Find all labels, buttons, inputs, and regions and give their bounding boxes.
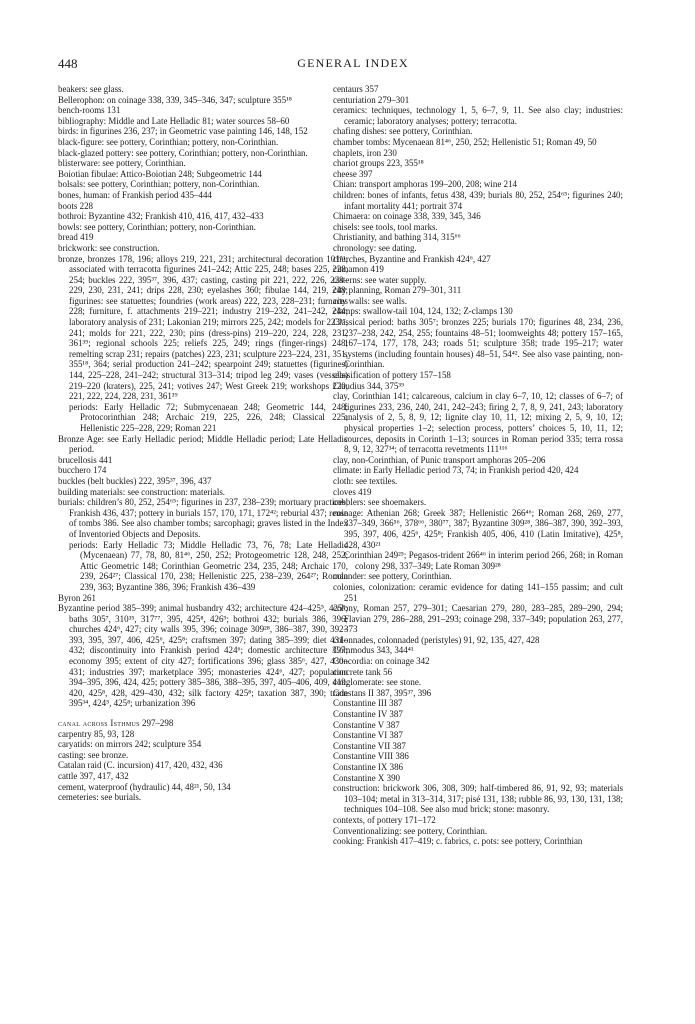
index-entry (58, 105, 348, 116)
index-entry (333, 232, 623, 243)
entry-text: Byzantine period 385–399; animal husbandry 432; architecture 424–425⁵, 425⁸; baths 305⁷, 310³⁵, 317⁷⁷, 395, 425⁸, 426⁹; bothroi 432; burials 386, 396; churches 424⁶, 427; city walls 395, 396; coinage 309²⁸, 386–387, 390, 392–393, 395, 397, 406, 425⁶, 425⁸; craftsmen 397; dating 385–399; diet 431–432; discontinuity into Frankish period 424⁶; domestic architecture 397; economy 395; extent of city 427; fortifications 396; glass 385⁶, 427, 430–431; industries 397; marketplace 395; monasteries 424⁶, 427; population 394–395, 396, 424, 425; pottery 385–386, 388–395, 397, 405–406, 409, 419, 420, 425⁸, 428, 429–430, 432; silk factory 425⁸; taxation 387, 390; trade 395³⁴, 424⁵, 425⁸; urbanization 396 (58, 603, 348, 709)
entry-text: bibliography: Middle and Late Helladic 81; water sources 58–60 (58, 115, 290, 126)
entry-text: bread 419 (58, 232, 94, 243)
index-entry (58, 116, 348, 127)
index-entry (333, 243, 623, 254)
entry-text: brickwork: see construction. (58, 242, 160, 253)
entry-text: colonnades, colonnaded (peristyles) 91, 92, 135, 427, 428 (333, 634, 540, 645)
index-entry (58, 95, 348, 106)
index-entry (58, 476, 348, 487)
entry-text: Christianity, and bathing 314, 315⁶⁶ (333, 232, 461, 243)
entry-text: cooking: Frankish 417–419; c. fabrics, c. pots: see pottery, Corinthian (333, 836, 583, 847)
index-entry (333, 741, 623, 752)
index-entry (58, 190, 348, 201)
entry-text: coinage: Athenian 268; Greek 387; Hellenistic 266⁴⁶; Roman 268, 269, 277, 337–349, 366⁵⁶, 378⁶⁶, 380⁷⁷, 387; Byzantine 309²⁸, 386–387, 390, 392–393, 395, 397, 406, 425⁶, 425⁸; Frankish 405, 406, 410 (Latin Imitative), 425⁸, 428, 430²¹ (333, 507, 623, 550)
entry-text: cinnamon 419 (333, 264, 384, 275)
index-entry (58, 593, 348, 604)
entry-text: Constans II 387, 395³⁷, 396 (333, 687, 432, 698)
entry-text: chronology: see dating. (333, 242, 417, 253)
entry-text: concrete tank 56 (333, 666, 393, 677)
index-entry (333, 222, 623, 233)
index-entry (333, 381, 623, 392)
index-entry (333, 137, 623, 148)
entry-text: centuriation 279–301 (333, 94, 410, 105)
index-entry (333, 709, 623, 720)
index-entry (333, 211, 623, 222)
index-entry (333, 317, 623, 370)
entry-text: Bellerophon: on coinage 338, 339, 345–346, 347; sculpture 355¹⁸ (58, 94, 292, 105)
index-entry (333, 254, 623, 265)
index-entry (333, 391, 623, 455)
index-entry (333, 783, 623, 815)
entry-text: black-glazed pottery: see pottery, Corinthian; pottery, non-Corinthian. (58, 147, 308, 158)
entry-text: brucellosis 441 (58, 454, 113, 465)
index-entry (58, 739, 348, 750)
entry-text: cobblers: see shoemakers. (333, 497, 427, 508)
index-entry (333, 105, 623, 126)
index-entry (333, 158, 623, 169)
index-entry (333, 497, 623, 508)
entry-text: Catalan raid (C. incursion) 417, 420, 432, 436 (58, 760, 223, 771)
entry-text: children: bones of infants, fetus 438, 439; burials 80, 252, 254⁶⁵; figurines 240; infant mortality 441; portrait 374 (333, 189, 623, 211)
entry-text: Conventionalizing: see pottery, Corinthian. (333, 825, 488, 836)
index-entry (58, 232, 348, 243)
index-entry (333, 476, 623, 487)
index-entry (58, 179, 348, 190)
index-entry (333, 148, 623, 159)
entry-text: black-figure: see pottery, Corinthian; pottery, non-Corinthian. (58, 136, 279, 147)
entry-text: bowls: see pottery, Corinthian; pottery, non-Corinthian. (58, 221, 256, 232)
entry-text: ceramics: techniques, technology 1, 5, 6–7, 9, 11. See also clay; industries: ceramic; laboratory analyses; pottery; terracotta. (333, 105, 623, 126)
index-entry (333, 688, 623, 699)
index-entry (333, 370, 623, 381)
index-entry (333, 603, 623, 635)
entry-text: beakers: see glass. (58, 84, 124, 94)
index-entry (58, 750, 348, 761)
section-gap (58, 709, 348, 718)
entry-text: cement, waterproof (hydraulic) 44, 48²¹, 50, 134 (58, 781, 231, 792)
entry-text: Constantine III 387 (333, 698, 403, 709)
index-subentry (333, 550, 623, 571)
entry-text: Boiotian fibulae: Attico-Boiotian 248; Subgeometric 144 (58, 168, 262, 179)
index-entry (333, 487, 623, 498)
index-entry (333, 296, 623, 307)
index-entry (58, 718, 348, 729)
page-header (58, 56, 648, 74)
index-entry (58, 782, 348, 793)
entry-text: climate: in Early Helladic period 73, 74; in Frankish period 420, 424 (333, 465, 579, 476)
index-entry (58, 201, 348, 212)
index-entry (333, 190, 623, 211)
index-entry (58, 497, 348, 539)
running-head: GENERAL INDEX (297, 56, 409, 70)
entry-text: colander: see pottery, Corinthian. (333, 571, 452, 582)
entry-text: Constantine VI 387 (333, 730, 403, 741)
entry-text: bench-rooms 131 (58, 105, 121, 116)
index-entry (333, 306, 623, 317)
index-column-left (58, 84, 348, 803)
index-entry (58, 729, 348, 740)
entry-text: clay, non-Corinthian, of Punic transport amphoras 205–206 (333, 454, 546, 465)
entry-heading-smallcaps: canal across Isthmus (58, 718, 140, 729)
index-column-right (333, 84, 623, 847)
index-entry (58, 487, 348, 498)
entry-text: Chimaera: on coinage 338, 339, 345, 346 (333, 211, 481, 222)
index-entry (58, 254, 348, 402)
entry-text: Corinthian 249²⁵; Pegasos-trident 266⁴⁶ in interim period 266, 268; in Roman colony 298, 337–349; Late Roman 309²⁸ (344, 550, 623, 571)
entry-text: blisterware: see pottery, Corinthian. (58, 158, 186, 169)
entry-text: conglomerate: see stone. (333, 677, 422, 688)
entry-text: bothroi: Byzantine 432; Frankish 410, 416, 417, 432–433 (58, 211, 264, 222)
index-entry (333, 179, 623, 190)
entry-text: bolsals: see pottery, Corinthian; pottery, non-Corinthian. (58, 179, 260, 190)
entry-text: contexts, of pottery 171–172 (333, 814, 436, 825)
index-entry (58, 158, 348, 169)
index-entry (333, 751, 623, 762)
entry-text: construction: brickwork 306, 308, 309; half-timbered 86, 91, 92, 93; materials 103–104; metal in 313–314, 317; pisé 131, 138; rubble 86, 93, 130, 131, 138; techniques 104–108. See also mud brick; stone: masonry. (333, 783, 623, 815)
entry-text: Constantine VIII 386 (333, 751, 409, 762)
entry-text: Constantine IV 387 (333, 709, 403, 720)
entry-text: periods: Early Helladic 72; Submycenaean 248; Geometric 144, 248; Protocorinthian 248; Archaic 219, 225, 226, 248; Classical 225; Hellenistic 225–228, 229; Roman 221 (69, 401, 348, 433)
entry-text: Commodus 343, 344⁴¹ (333, 645, 414, 656)
index-entry (333, 285, 623, 296)
entry-text: birds: in figurines 236, 237; in Geometric vase painting 146, 148, 152 (58, 126, 308, 137)
entry-text: building materials: see construction: materials. (58, 486, 226, 497)
index-entry (333, 465, 623, 476)
entry-text: Claudius 344, 375³⁹ (333, 380, 405, 391)
entry-text: Constantine X 390 (333, 772, 401, 783)
index-entry (333, 656, 623, 667)
entry-text: boots 228 (58, 200, 94, 211)
index-entry (333, 508, 623, 550)
index-entry (333, 762, 623, 773)
index-entry (333, 95, 623, 106)
entry-text: Classical period: baths 305⁷; bronzes 225; burials 170; figurines 48, 234, 236, 237–238, 242, 254, 255; fountains 48–51; loomweights 48; pottery 157–165, 167–174, 177, 178, 243; roads 51; sculpture 358; trade 195–217; water systems (including fountain houses) 48–51, 54⁴². See also vase painting, non-Corinthian. (333, 317, 623, 370)
entry-text: cattle 397, 417, 432 (58, 771, 129, 781)
index-entry (333, 169, 623, 180)
entry-text: colony, Roman 257, 279–301; Caesarian 279, 280, 283–285, 289–290, 294; Flavian 279, 286–288, 291–293; coinage 298, 337–349; population 263, 277, 373 (333, 603, 623, 635)
index-entry (333, 730, 623, 741)
entry-text: city planning, Roman 279–301, 311 (333, 285, 462, 296)
entry-text: burials: children’s 80, 252, 254⁶⁵; figurines in 237, 238–239; mortuary practices, Frankish 436, 437; pottery in burials 157, 170, 171, 172⁴²; reburial 437; reuse of tombs 386. See also chamber tombs; sarcophagi; graves listed in the Index of Inventoried Objects and Deposits. (58, 497, 348, 539)
index-entry (58, 465, 348, 476)
entry-text: chariot groups 223, 355¹⁸ (333, 158, 424, 169)
entry-text: Constantine VII 387 (333, 740, 406, 751)
index-entry (58, 455, 348, 466)
index-entry (333, 815, 623, 826)
entry-text: cisterns: see water supply. (333, 274, 427, 285)
index-entry (333, 264, 623, 275)
index-entry (58, 792, 348, 803)
index-entry (333, 275, 623, 286)
index-entry (58, 126, 348, 137)
index-entry (58, 84, 348, 95)
page-number: 448 (58, 56, 78, 71)
entry-text: bronze, bronzes 178, 196; alloys 219, 221, 231; architectural decoration 101⁵¹; associated with terracotta figurines 241–242; Attic 225, 248; bases 225, 228, 254; buckles 222, 395³⁷, 396, 437; casting, casting pit 221, 222, 226, 228–229, 230, 231, 241; drips 228, 230; eyelashes 360; fibulae 144, 219, 248; figurines: see statuettes; foundries (work areas) 222, 223, 228–231; furnaces 228; furniture, f. attachments 219–221; industry 219–232, 241–242, 244; laboratory analysis of 231; Lakonian 219; mirrors 225, 242; models for 223¹⁷, 241; molds for 221, 222, 230; pins (dress-pins) 219–220, 224, 228, 231, 361³⁹; regional schools 225; reliefs 225, 249; rings (finger-rings) 248; remelting scrap 231; repairs (patches) 223, 231; sculpture 223–224, 231, 351, 355¹⁸, 364; serial production 241–242; spearpoint 249; statuettes (figurines) 144, 225–228, 241–242; structural 313–314; tripod leg 249; vases (vessels) 219–220 (kraters), 225, 241; votives 247; West Greek 219; workshops 220, 221, 222, 224, 228, 231, 361³⁹ (58, 253, 348, 402)
entry-text: clamps: swallow-tail 104, 124, 132; Z-clamps 130 (333, 306, 513, 317)
index-entry (333, 455, 623, 466)
entry-text: churches, Byzantine and Frankish 424⁶, 427 (333, 253, 491, 264)
index-entry (333, 635, 623, 646)
index-entry (333, 698, 623, 709)
index-entry (58, 169, 348, 180)
entry-text: centaurs 357 (333, 84, 379, 94)
index-entry (333, 84, 623, 95)
index-entry (333, 645, 623, 656)
index-entry (333, 836, 623, 847)
entry-text: Byron 261 (58, 592, 96, 603)
entry-text: cemeteries: see burials. (58, 792, 142, 803)
entry-text: chafing dishes: see pottery, Corinthian. (333, 126, 473, 137)
entry-text: chisels: see tools, tool marks. (333, 221, 438, 232)
entry-text: cheese 397 (333, 168, 373, 179)
entry-text: classification of pottery 157–158 (333, 370, 451, 381)
entry-text: Constantine IX 386 (333, 762, 404, 772)
entry-text: Chian: transport amphoras 199–200, 208; wine 214 (333, 179, 517, 190)
entry-text: carpentry 85, 93, 128 (58, 728, 135, 739)
entry-text: bones, human: of Frankish period 435–444 (58, 189, 212, 200)
index-entry (58, 760, 348, 771)
index-entry (58, 603, 348, 709)
entry-text: Constantine V 387 (333, 719, 400, 730)
entry-text: casting: see bronze. (58, 749, 129, 760)
index-entry (333, 677, 623, 688)
index-entry (58, 243, 348, 254)
entry-text: 297–298 (139, 718, 174, 729)
entry-text: chaplets, iron 230 (333, 147, 397, 158)
entry-text: clay, Corinthian 141; calcareous, calcium in clay 6–7, 10, 12; classes of 6–7; of figurines 233, 236, 240, 241, 242–243; firing 2, 7, 8, 9, 241, 243; laboratory analysis of 2, 5, 8, 9, 12; lignite clay 10, 11, 12; mixing 2, 5, 9, 10, 12; physical properties 1–2; selection process, potters’ choices 5, 10, 11, 12; sources, deposits in Corinth 1–13; sources in Roman period 335; terra rossa 8, 9, 12, 327³⁴; of terracotta revetments 111¹¹⁶ (333, 391, 623, 455)
index-entry (58, 771, 348, 782)
entry-text: bucchero 174 (58, 465, 107, 476)
entry-text: cloves 419 (333, 486, 372, 497)
index-entry (58, 434, 348, 455)
entry-text: chamber tombs: Mycenaean 81⁴⁶, 250, 252; Hellenistic 51; Roman 49, 50 (333, 136, 597, 147)
index-entry (58, 148, 348, 159)
index-entry (333, 826, 623, 837)
index-entry (333, 667, 623, 678)
index-entry (333, 773, 623, 784)
entry-text: periods: Early Helladic 73; Middle Helladic 73, 76, 78; Late Helladic (Mycenaean) 77, 78, 80, 81⁴⁶, 250, 252; Protogeometric 128, 248, 252; Attic Geometric 148; Corinthian Geometric 234, 235, 248; Archaic 170, 239, 264²⁷; Classical 170, 238; Hellenistic 225, 238–239, 264²⁷; Roman 239, 363; Byzantine 386, 396; Frankish 436–439 (69, 539, 348, 592)
index-entry (333, 582, 623, 603)
index-entry (333, 126, 623, 137)
entry-text: Concordia: on coinage 342 (333, 656, 430, 667)
index-subentry (58, 402, 348, 434)
index-entry (58, 211, 348, 222)
index-entry (58, 137, 348, 148)
entry-text: colonies, colonization: ceramic evidence for dating 141–155 passim; and cult 251 (333, 581, 623, 603)
entry-text: caryatids: on mirrors 242; sculpture 354 (58, 739, 202, 750)
entry-text: buckles (belt buckles) 222, 395³⁷, 396, 437 (58, 475, 212, 486)
entry-text: cloth: see textiles. (333, 475, 398, 486)
entry-text: Bronze Age: see Early Helladic period; Middle Helladic period; Late Helladic period. (58, 433, 348, 455)
index-subentry (58, 540, 348, 593)
index-entry (333, 720, 623, 731)
index-entry (333, 571, 623, 582)
entry-text: city walls: see walls. (333, 295, 407, 306)
index-entry (58, 222, 348, 233)
